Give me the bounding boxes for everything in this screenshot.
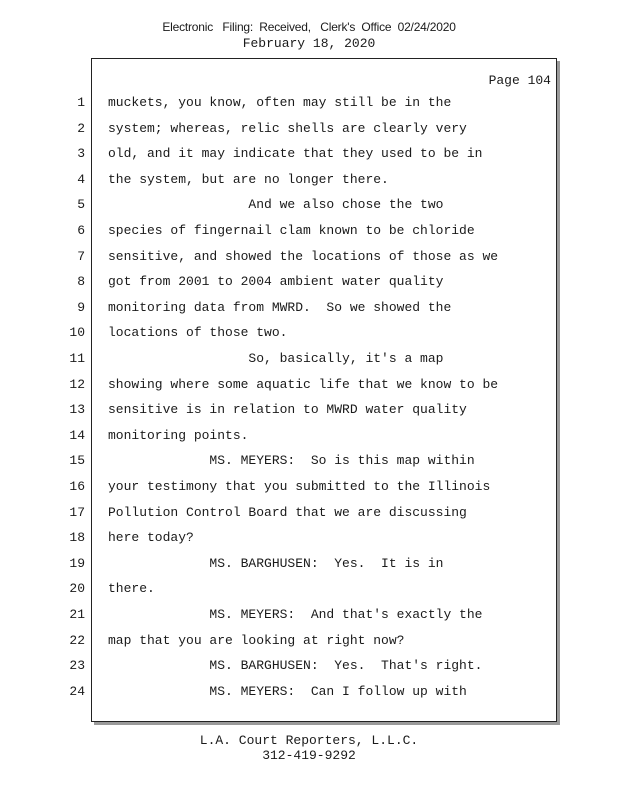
line-number: 6 bbox=[77, 223, 85, 238]
line-number: 3 bbox=[77, 146, 85, 162]
transcript-line-text: MS. MEYERS: And that's exactly the bbox=[108, 607, 483, 622]
line-number: 19 bbox=[69, 555, 85, 571]
line-number: 9 bbox=[77, 299, 85, 315]
transcript-line-text: sensitive is in relation to MWRD water quality bbox=[108, 402, 467, 418]
transcript-line-text: muckets, you know, often may still be in the bbox=[108, 95, 452, 110]
transcript-line-text: species of fingernail clam known to be chloride bbox=[108, 223, 475, 238]
transcript-line-text: map that you are looking at right now? bbox=[108, 632, 405, 648]
transcript-line-text: here today? bbox=[108, 530, 194, 546]
footer-company: L.A. Court Reporters, L.L.C. bbox=[199, 733, 419, 748]
line-number: 16 bbox=[69, 479, 85, 494]
transcript-line-text: sensitive, and showed the locations of those as we bbox=[108, 248, 499, 264]
footer-phone: 312-419-9292 bbox=[262, 748, 356, 763]
line-number: 8 bbox=[77, 274, 85, 290]
line-number: 14 bbox=[69, 427, 85, 443]
transcript-line-text: So, basically, it's a map bbox=[108, 351, 444, 366]
line-number: 2 bbox=[77, 120, 85, 136]
transcript-line-text: monitoring data from MWRD. So we showed the bbox=[108, 299, 452, 315]
line-number: 21 bbox=[69, 607, 85, 622]
line-number: 18 bbox=[69, 530, 85, 546]
filing-stamp: Electronic Filing: Received, Clerk's Office 02/24/2020 bbox=[162, 20, 456, 34]
transcript-line-text: showing where some aquatic life that we know to be bbox=[108, 376, 499, 392]
line-number: 11 bbox=[69, 351, 85, 366]
transcript-line-text: MS. MEYERS: Can I follow up with bbox=[108, 683, 467, 699]
transcript-line-text: there. bbox=[108, 581, 155, 597]
transcript-line-text: MS. BARGHUSEN: Yes. That's right. bbox=[108, 658, 483, 674]
transcript-line-text: system; whereas, relic shells are clearly very bbox=[108, 120, 467, 136]
page-number: Page 104 bbox=[488, 73, 551, 88]
line-number: 5 bbox=[77, 197, 85, 213]
hearing-date: February 18, 2020 bbox=[242, 36, 376, 51]
line-number: 12 bbox=[69, 376, 85, 392]
transcript-line-text: MS. MEYERS: So is this map within bbox=[108, 453, 475, 469]
line-number: 23 bbox=[69, 658, 85, 674]
transcript-line-text: old, and it may indicate that they used to be in bbox=[108, 146, 483, 162]
line-number: 13 bbox=[69, 402, 85, 418]
transcript-line-text: your testimony that you submitted to the Illinois bbox=[108, 479, 491, 494]
transcript-line-text: the system, but are no longer there. bbox=[108, 171, 389, 187]
line-number: 15 bbox=[69, 453, 85, 469]
transcript-line-text: got from 2001 to 2004 ambient water quality bbox=[108, 274, 444, 290]
line-number: 10 bbox=[69, 325, 85, 341]
transcript-line-text: monitoring points. bbox=[108, 427, 249, 443]
line-number: 20 bbox=[69, 581, 85, 597]
transcript-line-text: MS. BARGHUSEN: Yes. It is in bbox=[108, 555, 444, 571]
line-number: 4 bbox=[77, 171, 85, 187]
transcript-line-text: locations of those two. bbox=[108, 325, 288, 341]
line-number: 1 bbox=[77, 95, 85, 110]
line-number: 22 bbox=[69, 632, 85, 648]
transcript-line-text: Pollution Control Board that we are discussing bbox=[108, 504, 467, 520]
line-number: 17 bbox=[69, 504, 85, 520]
transcript-line-text: And we also chose the two bbox=[108, 197, 444, 213]
line-number: 24 bbox=[69, 683, 85, 699]
line-number: 7 bbox=[77, 248, 85, 264]
